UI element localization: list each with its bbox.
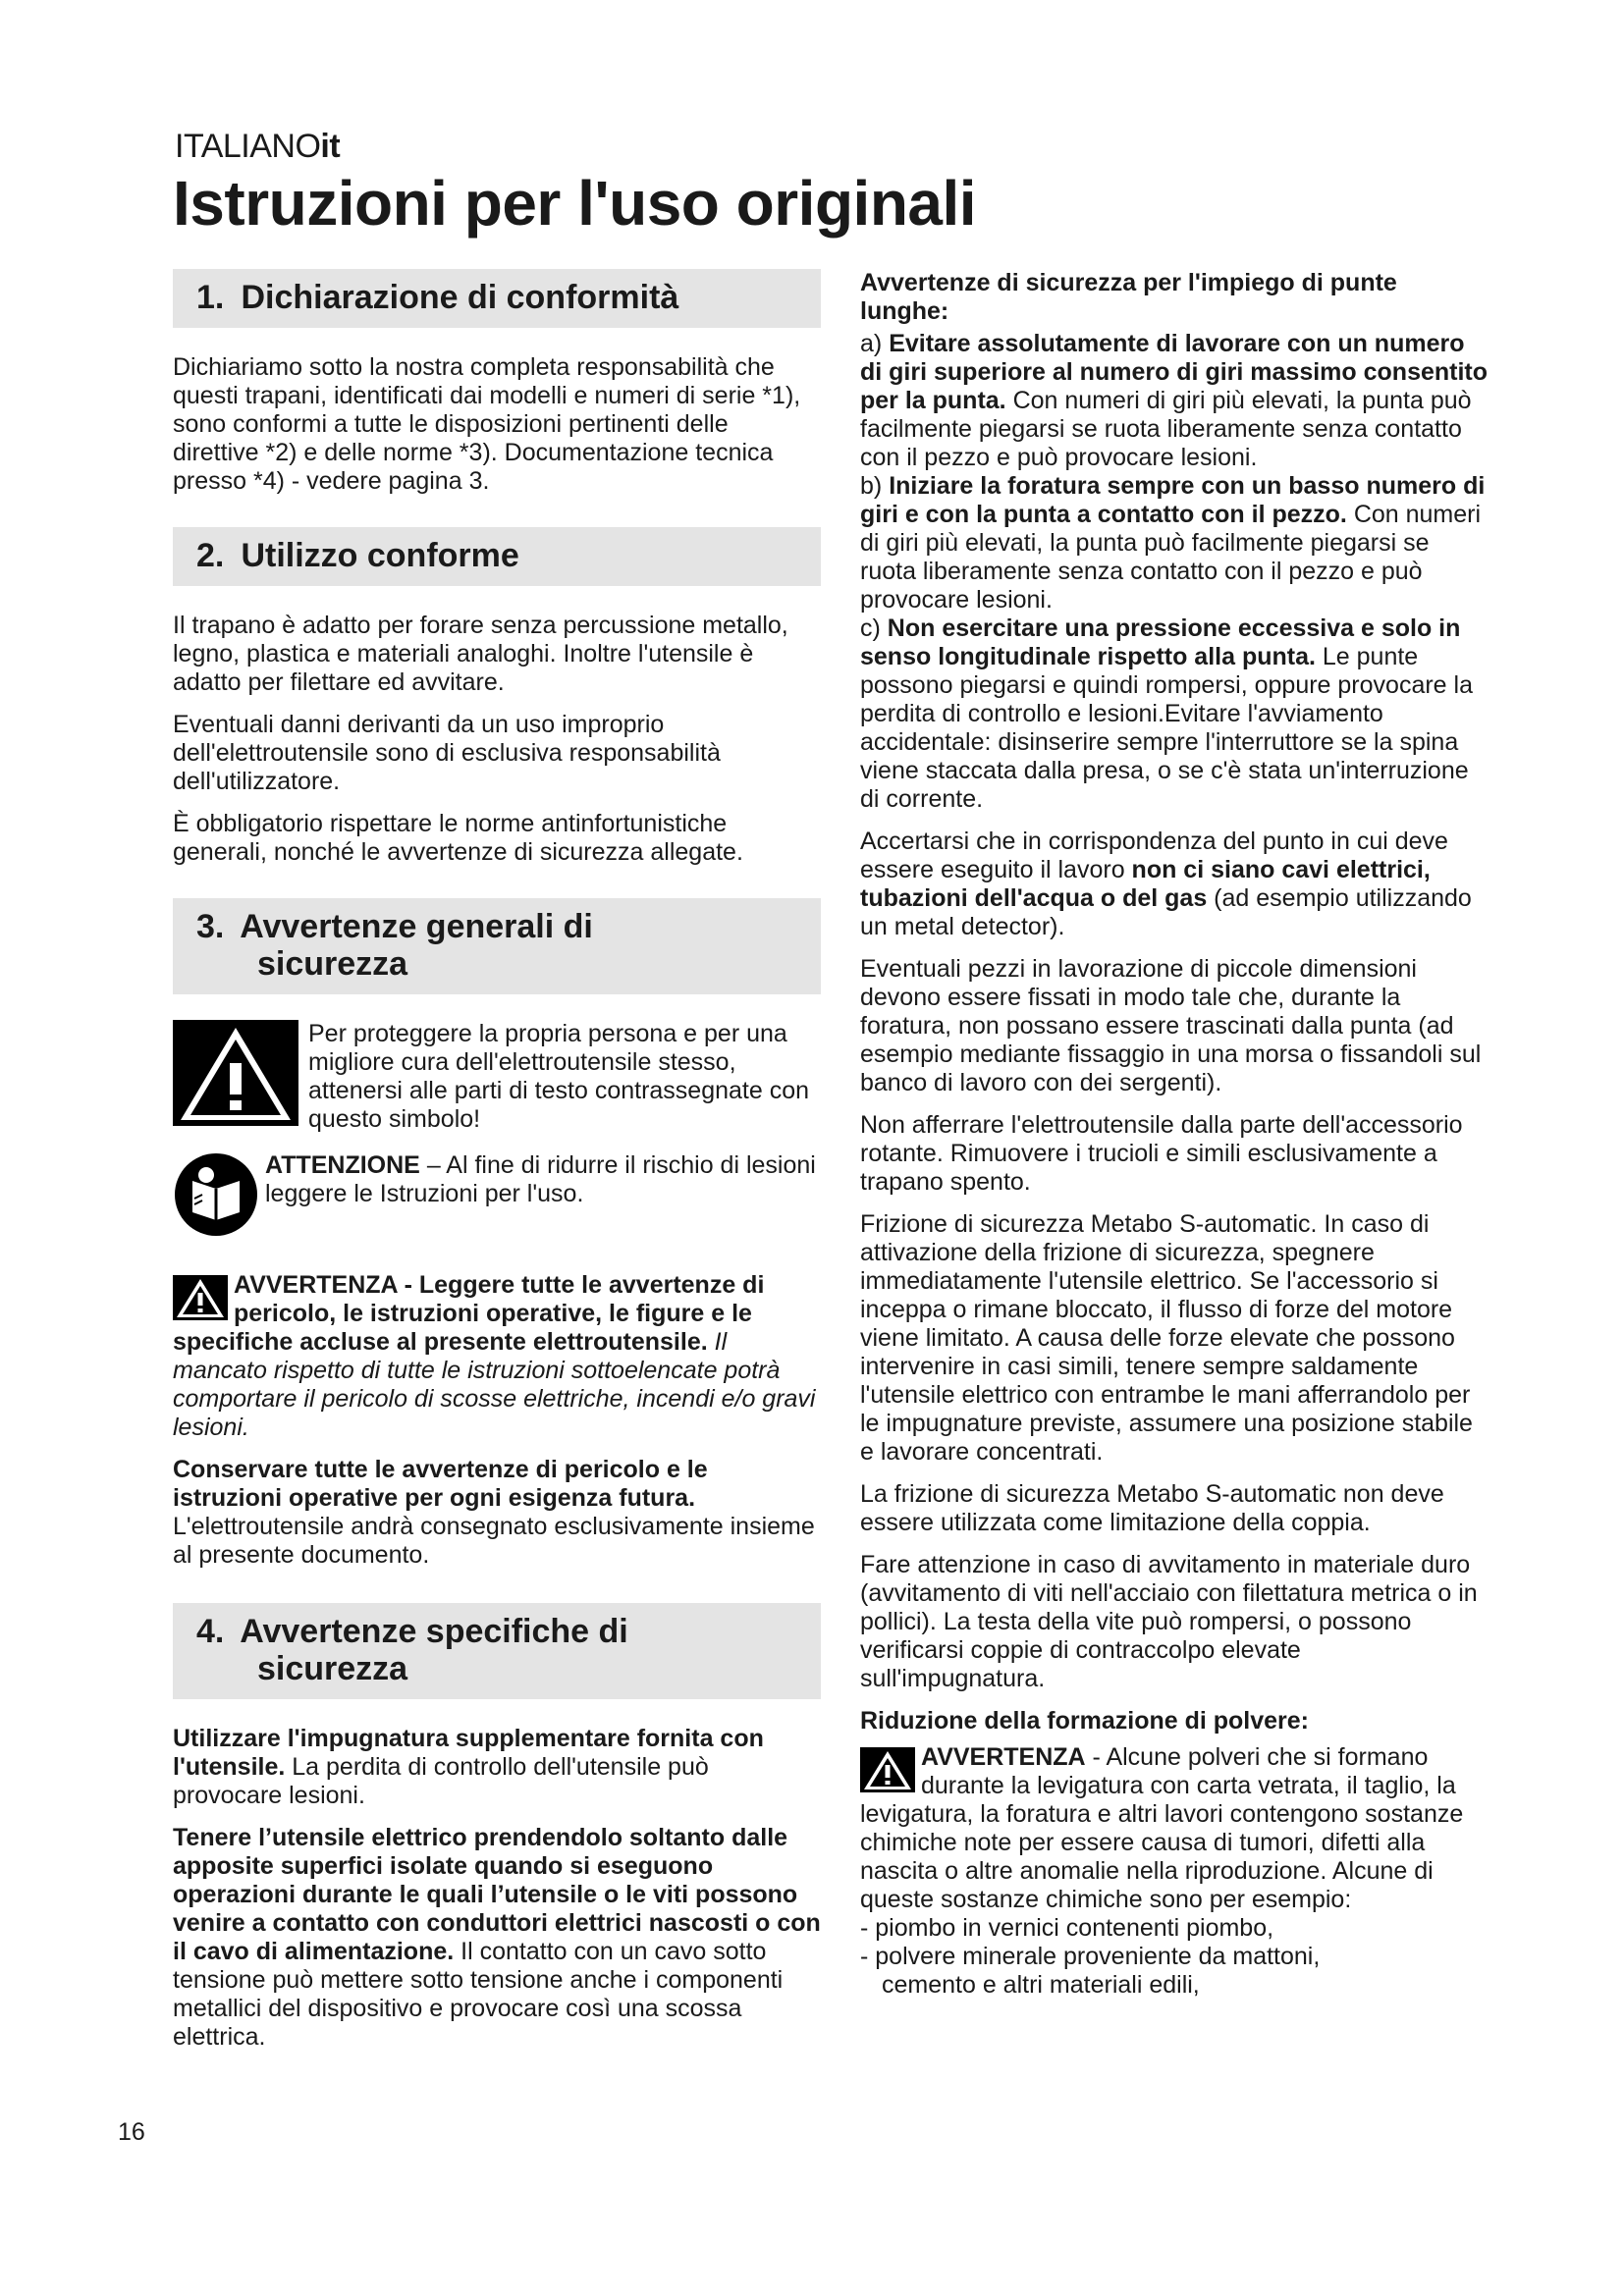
section-4-heading: 4. Avvertenze specifiche di sicurezza [173, 1603, 821, 1699]
section-1-heading: 1. Dichiarazione di conformità [173, 269, 821, 328]
dust-list [860, 1914, 1489, 2000]
dust-warning: AVVERTENZA - Alcune polveri che si formano durante la levigatura con carta vetrata, il taglio, la levigatura, la foratura e altri lavori contengono sostanze chimiche note per essere causa di tumori, difetti alla nascita o altre anomalie nella riproduzione. Alcune di queste sostanze chimiche sono per esempio: [860, 1743, 1464, 1913]
language-code: it [320, 128, 341, 165]
language-label [175, 128, 340, 166]
small-pieces-text: Eventuali pezzi in lavorazione di piccole dimensioni devono essere fissati in modo tale che, durante la foratura, non possano essere trascinati dalla punta (ad esempio mediante fissaggio in una morsa o fissandoli sul banco di lavoro con dei sergenti). [860, 955, 1482, 1096]
long-bits-heading: Avvertenze di sicurezza per l'impiego di punte lunghe: [860, 269, 1397, 325]
list-item: - polvere minerale proveniente da mattoni, [860, 1943, 1321, 1970]
dust-heading: Riduzione della formazione di polvere: [860, 1707, 1310, 1735]
hidden-cables-text: Accertarsi che in corrispondenza del punto in cui deve essere eseguito il lavoro non ci siano cavi elettrici, tubazioni dell'acqua o del gas (ad esempio utilizzando un metal detector). [860, 828, 1472, 940]
warning-triangle-icon [173, 1020, 298, 1126]
list-item: cemento e altri materiali edili, [882, 1971, 1200, 1999]
warning-triangle-icon [860, 1747, 915, 1792]
read-manual-note [173, 1151, 821, 1238]
page-title: Istruzioni per l'uso originali [173, 168, 977, 239]
hard-material-text: Fare attenzione in caso di avvitamento in materiale duro (avvitamento di viti nell'acciaio con filettatura metrica o in pollici). La testa della vite può rompersi, o possono verificarsi coppie di contraccolpo elevate sull'impugnatura. [860, 1551, 1478, 1692]
conformity-text: Dichiariamo sotto la nostra completa responsabilità che questi trapani, identificati dai modelli e numeri di serie *1), sono conformi a tutte le disposizioni pertinenti delle direttive *2) e delle norme *3). Documentazione tecnica presso *4) - vedere pagina 3. [173, 353, 801, 495]
left-column [173, 269, 821, 2065]
read-manual-icon [173, 1151, 259, 1238]
symbol-note [173, 1020, 821, 1134]
list-item: - piombo in vernici contenenti piombo, [860, 1914, 1274, 1942]
safety-rules-text: È obbligatorio rispettare le norme antinfortunistiche generali, nonché le avvertenze di sicurezza allegate. [173, 810, 743, 866]
section-2-heading: 2. Utilizzo conforme [173, 527, 821, 586]
item-c: c) Non esercitare una pressione eccessiva e solo in senso longitudinale rispetto alla punta. Le punte possono piegarsi e quindi rompersi, oppure provocare la perdita di controllo e lesioni.Evitare l'avviamento accidentale: disinserire sempre l'interruttore se la spina viene staccata dalla presa, o se c'è stata un'interruzione di corrente. [860, 614, 1473, 813]
keep-instructions: Conservare tutte le avvertenze di pericolo e le istruzioni operative per ogni esigenza futura. L'elettroutensile andrà consegnato esclusivamente insieme al presente documento. [173, 1456, 815, 1569]
insulated-surfaces-text: Tenere l’utensile elettrico prendendolo soltanto dalle apposite superfici isolate quando si eseguono operazioni durante le quali l’utensile o le viti possono venire a contatto con conduttori elettrici nascosti o con il cavo di alimentazione. Il contatto con un cavo sotto tensione può mettere sotto tensione anche i componenti metallici del dispositivo e provocare così una scossa elettrica. [173, 1824, 821, 2051]
rotating-parts-text: Non afferrare l'elettroutensile dalla parte dell'accessorio rotante. Rimuovere i trucioli e simili esclusivamente a trapano spento. [860, 1111, 1463, 1196]
section-3-heading: 3. Avvertenze generali di sicurezza [173, 898, 821, 994]
symbol-note-text: Per proteggere la propria persona e per una migliore cura dell'elettroutensile stesso, attenersi alle parti di testo contrassegnate con questo simbolo! [308, 1020, 810, 1133]
liability-text: Eventuali danni derivanti da un uso improprio dell'elettroutensile sono di esclusiva responsabilità dell'utilizzatore. [173, 711, 721, 795]
warning-triangle-icon [173, 1275, 228, 1320]
page-number: 16 [118, 2118, 145, 2146]
language-name: ITALIANO [175, 128, 321, 165]
general-warning: AVVERTENZA - Leggere tutte le avvertenze di pericolo, le istruzioni operative, le figure e le specifiche accluse al presente elettroutensile. Il mancato rispetto di tutte le istruzioni sottoelencate potrà comportare il pericolo di scosse elettriche, incendi e/o gravi lesioni. [173, 1271, 816, 1441]
clutch-torque-text: La frizione di sicurezza Metabo S-automatic non deve essere utilizzata come limitazione della coppia. [860, 1480, 1444, 1536]
item-b: b) Iniziare la foratura sempre con un basso numero di giri e con la punta a contatto con il pezzo. Con numeri di giri più elevati, la punta può facilmente piegarsi se ruota liberamente senza contatto con il pezzo e può provocare lesioni. [860, 472, 1486, 614]
attention-text: ATTENZIONE – Al fine di ridurre il rischio di lesioni leggere le Istruzioni per l'uso. [265, 1151, 816, 1207]
item-a: a) Evitare assolutamente di lavorare con un numero di giri superiore al numero di giri massimo consentito per la punta. Con numeri di giri più elevati, la punta può facilmente piegarsi se ruota liberamente senza contatto con il pezzo e può provocare lesioni. [860, 330, 1489, 471]
right-column [860, 269, 1489, 2000]
auxiliary-handle-text: Utilizzare l'impugnatura supplementare fornita con l'utensile. La perdita di controllo dell'utensile può provocare lesioni. [173, 1725, 764, 1809]
intended-use-text: Il trapano è adatto per forare senza percussione metallo, legno, plastica e materiali analoghi. Inoltre l'utensile è adatto per filettare ed avvitare. [173, 612, 788, 696]
safety-clutch-text: Frizione di sicurezza Metabo S-automatic. In caso di attivazione della frizione di sicurezza, spegnere immediatamente l'utensile elettrico. Se l'accessorio si inceppa o rimane bloccato, il flusso di forze del motore viene limitato. A causa delle forze elevate che possono intervenire in casi simili, tenere sempre saldamente l'utensile elettrico con entrambe le mani afferrandolo per le impugnature previste, assumere una posizione stabile e lavorare concentrati. [860, 1210, 1473, 1466]
